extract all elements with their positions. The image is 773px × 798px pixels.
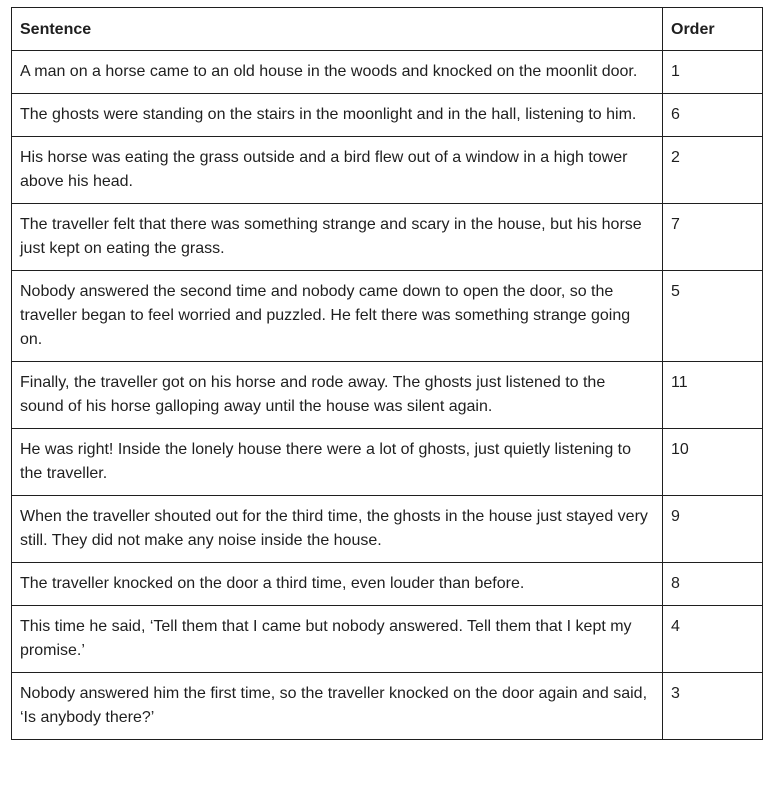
sentence-cell: Nobody answered him the first time, so the traveller knocked on the door again and said, ‘Is anybody there?’ (12, 673, 663, 740)
order-cell: 8 (663, 563, 763, 606)
sentence-order-table-container (11, 7, 762, 740)
table-row (12, 429, 763, 496)
order-cell: 4 (663, 606, 763, 673)
order-cell: 7 (663, 204, 763, 271)
table-row (12, 137, 763, 204)
column-header-order: Order (663, 8, 763, 51)
table-header-row (12, 8, 763, 51)
order-cell: 1 (663, 51, 763, 94)
column-header-sentence: Sentence (12, 8, 663, 51)
sentence-cell: Finally, the traveller got on his horse and rode away. The ghosts just listened to the sound of his horse galloping away until the house was silent again. (12, 362, 663, 429)
sentence-cell: The traveller felt that there was something strange and scary in the house, but his horse just kept on eating the grass. (12, 204, 663, 271)
sentence-order-table (11, 7, 763, 740)
sentence-cell: His horse was eating the grass outside and a bird flew out of a window in a high tower above his head. (12, 137, 663, 204)
table-row (12, 563, 763, 606)
table-row (12, 204, 763, 271)
table-row (12, 673, 763, 740)
order-cell: 3 (663, 673, 763, 740)
order-cell: 9 (663, 496, 763, 563)
sentence-cell: A man on a horse came to an old house in the woods and knocked on the moonlit door. (12, 51, 663, 94)
table-row (12, 606, 763, 673)
table-row (12, 496, 763, 563)
order-cell: 11 (663, 362, 763, 429)
table-row (12, 94, 763, 137)
table-row (12, 51, 763, 94)
order-cell: 10 (663, 429, 763, 496)
sentence-cell: When the traveller shouted out for the third time, the ghosts in the house just stayed very still. They did not make any noise inside the house. (12, 496, 663, 563)
sentence-cell: Nobody answered the second time and nobody came down to open the door, so the traveller began to feel worried and puzzled. He felt there was something strange going on. (12, 271, 663, 362)
sentence-cell: This time he said, ‘Tell them that I came but nobody answered. Tell them that I kept my promise.’ (12, 606, 663, 673)
table-row (12, 362, 763, 429)
order-cell: 6 (663, 94, 763, 137)
order-cell: 2 (663, 137, 763, 204)
sentence-cell: The ghosts were standing on the stairs in the moonlight and in the hall, listening to him. (12, 94, 663, 137)
sentence-cell: He was right! Inside the lonely house there were a lot of ghosts, just quietly listening to the traveller. (12, 429, 663, 496)
table-row (12, 271, 763, 362)
order-cell: 5 (663, 271, 763, 362)
sentence-cell: The traveller knocked on the door a third time, even louder than before. (12, 563, 663, 606)
